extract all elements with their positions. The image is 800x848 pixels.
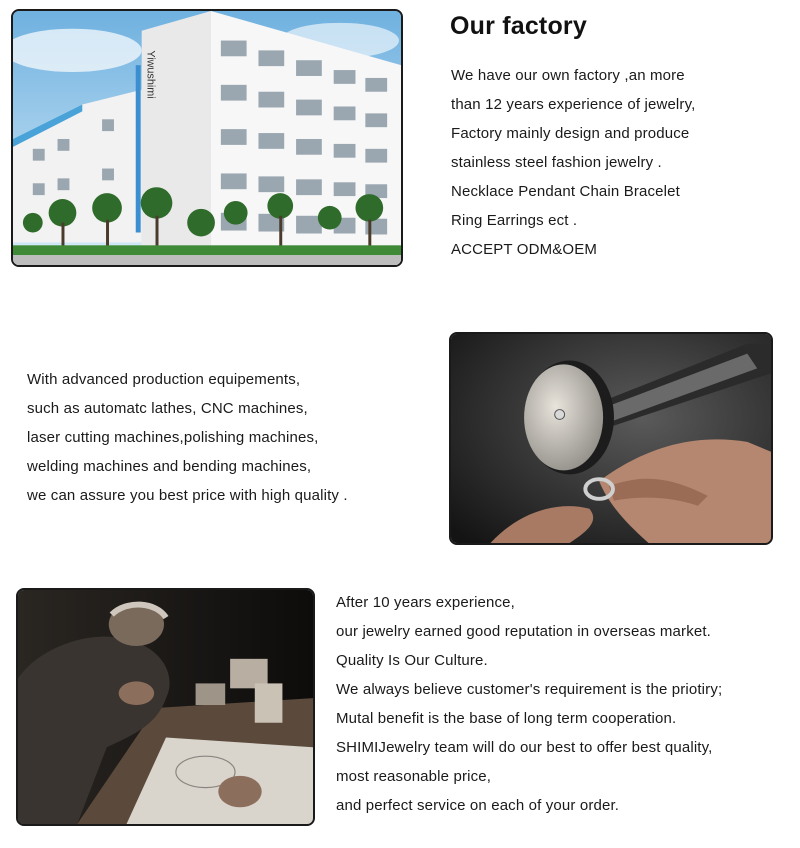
text-line: and perfect service on each of your order. (336, 797, 620, 814)
factory-description (451, 61, 695, 264)
craftsman-designing-illustration (18, 590, 313, 824)
text-line: Mutal benefit is the base of long term cooperation. (336, 710, 677, 727)
text-line: welding machines and bending machines, (27, 458, 312, 475)
equipment-description (27, 365, 348, 510)
factory-building-photo (11, 9, 403, 267)
text-line: Ring Earrings ect . (451, 212, 578, 229)
text-line: ACCEPT ODM&OEM (451, 241, 598, 258)
craftsman-photo (16, 588, 315, 826)
text-line: SHIMIJewelry team will do our best to offer best quality, (336, 739, 713, 756)
text-line: we can assure you best price with high quality . (27, 487, 348, 504)
text-line: Necklace Pendant Chain Bracelet (451, 183, 680, 200)
factory-building-illustration (13, 11, 401, 265)
polishing-wheel-illustration (451, 334, 771, 543)
building-sign: Yiwushimi (144, 50, 157, 99)
text-line: We always believe customer's requirement is the priotiry; (336, 681, 723, 698)
text-line: Quality Is Our Culture. (336, 652, 488, 669)
text-line: than 12 years experience of jewelry, (451, 96, 696, 113)
text-line: most reasonable price, (336, 768, 492, 785)
text-line: We have our own factory ,an more (451, 67, 685, 84)
text-line: our jewelry earned good reputation in overseas market. (336, 623, 711, 640)
text-line: laser cutting machines,polishing machines, (27, 429, 319, 446)
text-line: Factory mainly design and produce (451, 125, 690, 142)
polishing-photo (449, 332, 773, 545)
text-line: After 10 years experience, (336, 594, 515, 611)
text-line: With advanced production equipements, (27, 371, 301, 388)
text-line: such as automatc lathes, CNC machines, (27, 400, 308, 417)
page-title: Our factory (450, 12, 587, 40)
culture-description (336, 588, 722, 820)
text-line: stainless steel fashion jewelry . (451, 154, 662, 171)
